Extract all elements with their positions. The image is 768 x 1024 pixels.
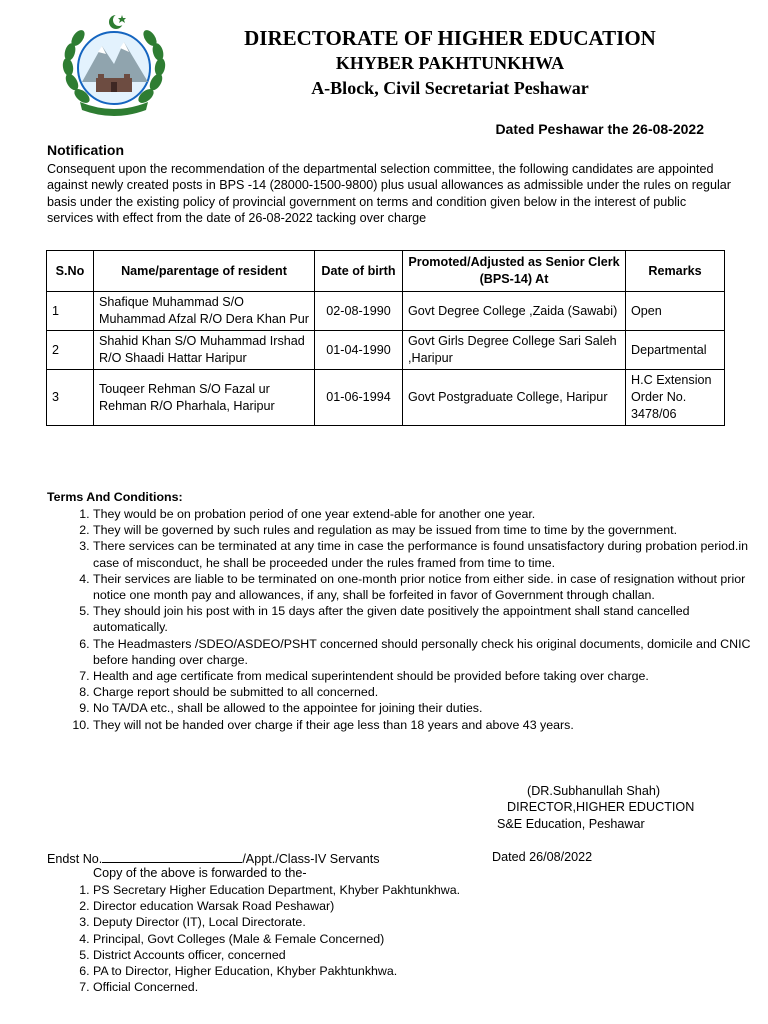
endorsement-prefix: Endst No. xyxy=(47,852,103,866)
list-item: 7. Health and age certificate from medical superintendent should be provided before taking over charge. xyxy=(93,668,763,684)
cell-sno: 3 xyxy=(47,370,94,426)
list-item: 1. PS Secretary Higher Education Department, Khyber Pakhtunkhwa. xyxy=(93,882,763,898)
terms-list xyxy=(47,506,763,733)
list-item: 3. Deputy Director (IT), Local Directorate. xyxy=(93,914,763,930)
column-header-sno: S.No xyxy=(47,251,94,292)
province-title: KHYBER PAKHTUNKHWA xyxy=(335,53,565,73)
list-item: 2. They will be governed by such rules and regulation as may be issued from time to time by the government. xyxy=(93,522,763,538)
list-item: 9. No TA/DA etc., shall be allowed to the appointee for joining their duties. xyxy=(93,700,763,716)
cell-post: Govt Girls Degree College Sari Saleh ,Haripur xyxy=(403,331,626,370)
list-item: 6. PA to Director, Higher Education, Khyber Pakhtunkhwa. xyxy=(93,963,763,979)
signatory-designation: DIRECTOR,HIGHER EDUCTION xyxy=(507,800,695,814)
cell-remarks: Departmental xyxy=(626,331,725,370)
cell-remarks: H.C Extension Order No. 3478/06 xyxy=(626,370,725,426)
government-emblem-logo xyxy=(58,12,170,124)
list-item: 2. Director education Warsak Road Peshawar) xyxy=(93,898,763,914)
column-header-remarks: Remarks xyxy=(626,251,725,292)
list-item: 6. The Headmasters /SDEO/ASDEO/PSHT concerned should personally check his original documents, domicile and CNIC before handing over charge. xyxy=(93,636,763,668)
list-item: 1. They would be on probation period of one year extend-able for another one year. xyxy=(93,506,763,522)
cell-name: Touqeer Rehman S/O Fazal ur Rehman R/O Pharhala, Haripur xyxy=(94,370,315,426)
office-address: A-Block, Civil Secretariat Peshawar xyxy=(311,78,589,98)
endorsement-number xyxy=(47,850,380,866)
endorsement-suffix: /Appt./Class-IV Servants xyxy=(242,852,380,866)
terms-heading: Terms And Conditions: xyxy=(47,490,183,504)
notification-body: Consequent upon the recommendation of the departmental selection committee, the following candidates are appointed against newly created posts in BPS -14 (28000-1500-9800) plus usual allowances as admissible under the rules on regular basis under the existing policy of provincial government on terms and condition given below in the interest of public services with effect from the date of 26-08-2022 tacking over charge xyxy=(47,162,731,225)
list-item: 8. Charge report should be submitted to all concerned. xyxy=(93,684,763,700)
cell-name: Shafique Muhammad S/O Muhammad Afzal R/O Dera Khan Pur xyxy=(94,292,315,331)
list-item: 3. There services can be terminated at any time in case the performance is found unsatisfactory during probation period.in case of misconduct, he shall be proceeded under the rules framed from time to time. xyxy=(93,538,763,570)
cell-name: Shahid Khan S/O Muhammad Irshad R/O Shaadi Hattar Haripur xyxy=(94,331,315,370)
cell-sno: 1 xyxy=(47,292,94,331)
list-item: 4. Principal, Govt Colleges (Male & Female Concerned) xyxy=(93,931,763,947)
recipients-list xyxy=(47,882,763,995)
column-header-name: Name/parentage of resident xyxy=(94,251,315,292)
appointments-table xyxy=(46,250,725,426)
list-item: 10. They will not be handed over charge if their age less than 18 years and above 43 years. xyxy=(93,717,763,733)
cell-dob: 01-06-1994 xyxy=(315,370,403,426)
table-row xyxy=(47,331,725,370)
notification-heading: Notification xyxy=(47,142,124,158)
column-header-post: Promoted/Adjusted as Senior Clerk (BPS-14) At xyxy=(403,251,626,292)
copy-forwarded-line: Copy of the above is forwarded to the- xyxy=(93,866,307,880)
cell-sno: 2 xyxy=(47,331,94,370)
table-row xyxy=(47,370,725,426)
endorsement-date: Dated 26/08/2022 xyxy=(492,850,593,864)
directorate-title: DIRECTORATE OF HIGHER EDUCATION xyxy=(244,26,656,50)
signatory-name: (DR.Subhanullah Shah) xyxy=(527,784,661,798)
list-item: 4. Their services are liable to be terminated on one-month prior notice from either side. in case of resignation without prior notice one month pay and allowances, if any, shall be forfeited in favor of Government through challan. xyxy=(93,571,763,603)
cell-dob: 01-04-1990 xyxy=(315,331,403,370)
notification-date: Dated Peshawar the 26-08-2022 xyxy=(495,121,704,137)
cell-dob: 02-08-1990 xyxy=(315,292,403,331)
list-item: 5. District Accounts officer, concerned xyxy=(93,947,763,963)
cell-post: Govt Postgraduate College, Haripur xyxy=(403,370,626,426)
table-header-row xyxy=(47,251,725,292)
signatory-office: S&E Education, Peshawar xyxy=(497,817,645,831)
list-item: 7. Official Concerned. xyxy=(93,979,763,995)
column-header-dob: Date of birth xyxy=(315,251,403,292)
cell-post: Govt Degree College ,Zaida (Sawabi) xyxy=(403,292,626,331)
cell-remarks: Open xyxy=(626,292,725,331)
list-item: 5. They should join his post with in 15 days after the given date positively the appointment shall stand cancelled automatically. xyxy=(93,603,763,635)
table-row xyxy=(47,292,725,331)
endorsement-blank-line xyxy=(102,850,242,863)
